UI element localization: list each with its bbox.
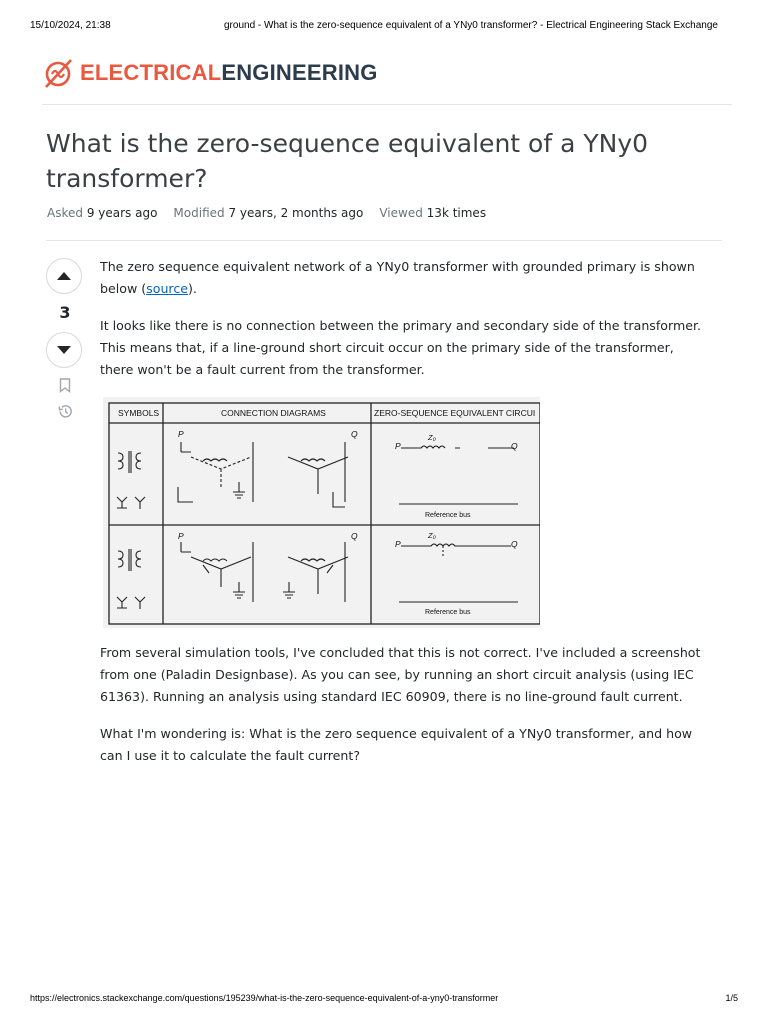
impedance-label: Z₀ bbox=[428, 433, 436, 442]
print-url: https://electronics.stackexchange.com/questions/195239/what-is-the-zero-sequence-equivalent-of-a-yny0-transformer bbox=[30, 993, 499, 1003]
print-page-number: 1/5 bbox=[725, 993, 738, 1003]
print-datetime: 15/10/2024, 21:38 bbox=[30, 20, 111, 31]
site-header bbox=[42, 50, 732, 105]
figure-drawing bbox=[103, 397, 540, 628]
paragraph: It looks like there is no connection between the primary and secondary side of the transformer. This means that, if a line-ground short circuit occur on the primary side of the transformer, there won't be a fault current from the transformer. bbox=[100, 318, 701, 377]
print-page-title: ground - What is the zero-sequence equivalent of a YNy0 transformer? - Electrical Engineering Stack Exchange bbox=[224, 20, 718, 31]
asked-value: 9 years ago bbox=[86, 206, 158, 220]
zero-seq-p: P bbox=[395, 539, 401, 549]
question-meta bbox=[47, 206, 496, 220]
history-icon bbox=[57, 403, 74, 420]
bookmark-button[interactable] bbox=[46, 378, 84, 393]
label-q: Q bbox=[351, 531, 358, 541]
label-p: P bbox=[178, 531, 184, 541]
viewed-value: 13k times bbox=[426, 206, 487, 220]
timeline-button[interactable] bbox=[46, 403, 84, 420]
modified-info bbox=[173, 206, 363, 220]
label-q: Q bbox=[351, 429, 358, 439]
site-logo[interactable] bbox=[42, 56, 378, 90]
reference-bus-label: Reference bus bbox=[425, 512, 471, 519]
figure-header-connection: CONNECTION DIAGRAMS bbox=[221, 408, 326, 418]
logo-word-engineering: ENGINEERING bbox=[221, 60, 378, 85]
zero-seq-q: Q bbox=[511, 441, 518, 451]
paragraph: What I'm wondering is: What is the zero sequence equivalent of a YNy0 transformer, and how can I use it to calculate the fault current? bbox=[100, 726, 693, 763]
modified-label: Modified bbox=[173, 206, 225, 220]
paragraph: From several simulation tools, I've concluded that this is not correct. I've included a screenshot from one (Paladin Designbase). As you can see, by running an short circuit analysis (using IEC 61363). Running an analysis using standard IEC 60909, there is no line-ground fault current. bbox=[100, 645, 701, 704]
print-footer bbox=[30, 993, 738, 1007]
logo-word-electrical: ELECTRICAL bbox=[80, 60, 222, 85]
header-divider bbox=[46, 240, 722, 241]
figure-header-symbols: SYMBOLS bbox=[118, 408, 160, 418]
reference-bus-label: Reference bus bbox=[425, 609, 471, 616]
question-title[interactable]: What is the zero-sequence equivalent of a YNy0 transformer? bbox=[46, 129, 649, 193]
paragraph-text-end: ). bbox=[188, 281, 197, 296]
vote-cell bbox=[46, 258, 84, 420]
print-header bbox=[30, 20, 738, 34]
viewed-label: Viewed bbox=[379, 206, 423, 220]
arrow-down-icon bbox=[57, 345, 71, 355]
bookmark-icon bbox=[59, 378, 71, 393]
viewed-info bbox=[379, 206, 486, 220]
impedance-label: Z₀ bbox=[428, 531, 436, 540]
vote-count: 3 bbox=[59, 303, 71, 322]
arrow-up-icon bbox=[57, 271, 71, 281]
transformer-connection-figure bbox=[103, 397, 540, 628]
paragraph-text: The zero sequence equivalent network of a YNy0 transformer with grounded primary is shown below ( bbox=[100, 259, 695, 296]
asked-info bbox=[47, 206, 157, 220]
paragraph bbox=[100, 256, 710, 300]
figure-header-zero-seq: ZERO-SEQUENCE EQUIVALENT CIRCUI bbox=[374, 408, 536, 418]
logo-icon bbox=[42, 56, 76, 90]
asked-label: Asked bbox=[47, 206, 83, 220]
zero-seq-p: P bbox=[395, 441, 401, 451]
logo-text bbox=[80, 60, 378, 86]
zero-seq-q: Q bbox=[511, 539, 518, 549]
upvote-button[interactable] bbox=[46, 258, 82, 294]
source-link[interactable]: source bbox=[146, 281, 188, 296]
label-p: P bbox=[178, 429, 184, 439]
modified-value[interactable]: 7 years, 2 months ago bbox=[228, 206, 364, 220]
downvote-button[interactable] bbox=[46, 332, 82, 368]
